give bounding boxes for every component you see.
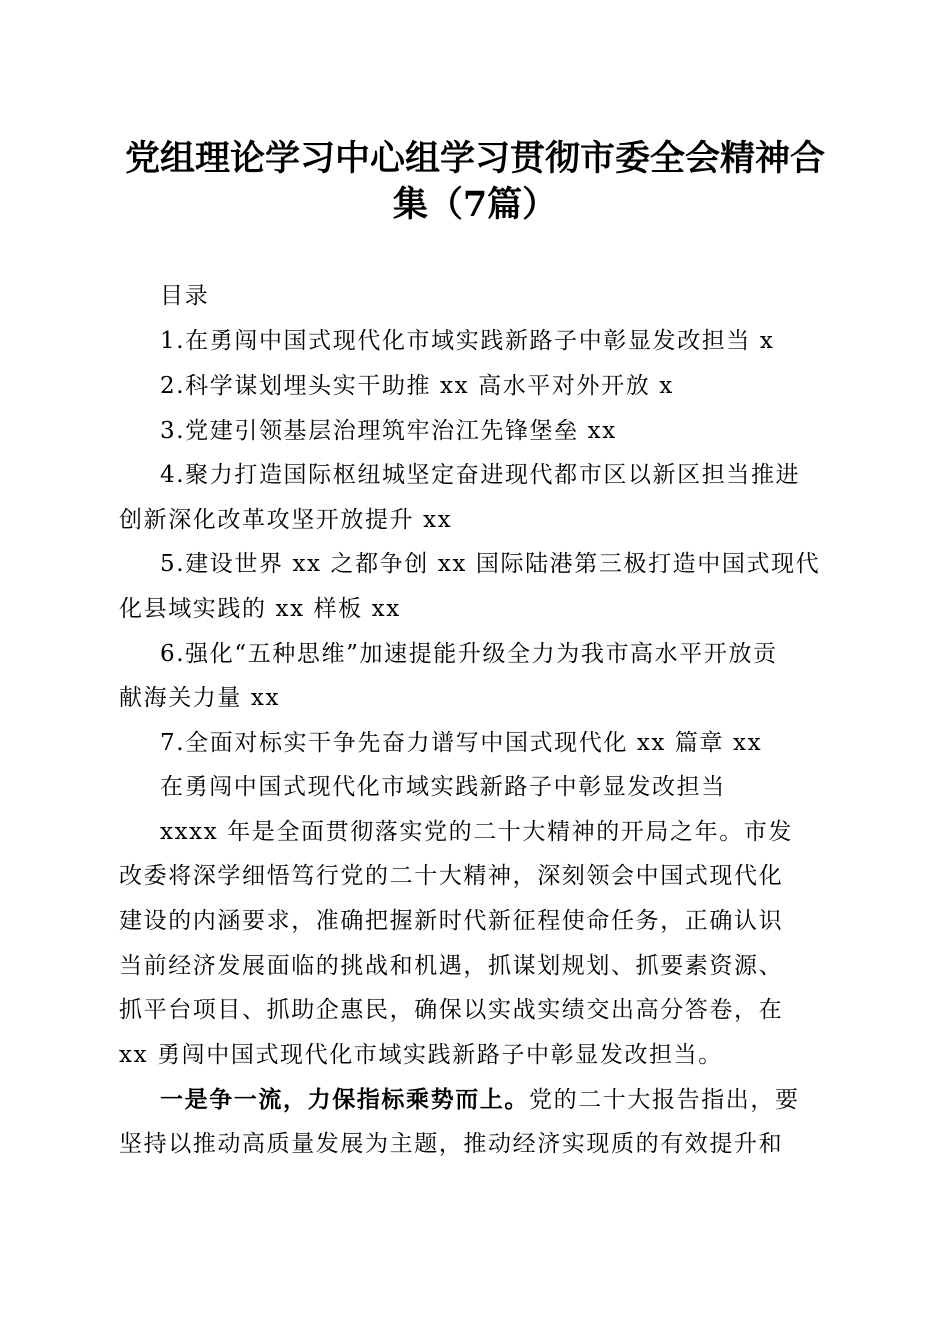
para1-line-5: 抓平台项目、抓助企惠民，确保以实战实绩交出高分答卷，在: [119, 997, 784, 1023]
toc-item-4: 4.聚力打造国际枢纽城坚定奋进现代都市区以新区担当推进: [160, 462, 801, 488]
para1-line-1: xxxx 年是全面贯彻落实党的二十大精神的开局之年。市发: [160, 819, 793, 845]
toc-item-5: 5.建设世界 xx 之都争创 xx 国际陆港第三极打造中国式现代: [160, 551, 821, 577]
toc-heading: 目录: [160, 283, 210, 309]
para2-line-2: 坚持以推动高质量发展为主题，推动经济实现质的有效提升和: [119, 1131, 784, 1157]
para1-line-3: 建设的内涵要求，准确把握新时代新征程使命任务，正确认识: [119, 908, 784, 934]
toc-item-6: 6.强化“五种思维”加速提能升级全力为我市高水平开放贡: [160, 641, 778, 667]
para1-line-4: 当前经济发展面临的挑战和机遇，抓谋划规划、抓要素资源、: [119, 953, 784, 979]
document-title: [100, 136, 850, 228]
section-title: 在勇闯中国式现代化市域实践新路子中彰显发改担当: [160, 774, 726, 800]
toc-item-5-cont: 化县域实践的 xx 样板 xx: [119, 596, 401, 622]
toc-item-1: 1.在勇闯中国式现代化市域实践新路子中彰显发改担当 x: [160, 328, 775, 354]
toc-item-6-cont: 献海关力量 xx: [119, 685, 281, 711]
toc-item-4-cont: 创新深化改革攻坚开放提升 xx: [119, 507, 453, 533]
title-line-2: 集（7篇）: [392, 184, 558, 225]
para1-line-2: 改委将深学细悟笃行党的二十大精神，深刻领会中国式现代化: [119, 863, 784, 889]
toc-item-2: 2.科学谋划埋头实干助推 xx 高水平对外开放 x: [160, 373, 674, 399]
title-line-1: 党组理论学习中心组学习贯彻市委全会精神合: [124, 138, 825, 179]
para2-line-1: [160, 1086, 870, 1114]
para1-line-6: xx 勇闯中国式现代化市域实践新路子中彰显发改担当。: [119, 1042, 723, 1068]
toc-item-3: 3.党建引领基层治理筑牢治江先锋堡垒 xx: [160, 418, 617, 444]
toc-item-7: 7.全面对标实干争先奋力谱写中国式现代化 xx 篇章 xx: [160, 730, 763, 756]
para2-line-1-rest: 党的二十大报告指出，要: [529, 1087, 800, 1113]
para2-lead: 一是争一流，力保指标乘势而上。: [160, 1086, 529, 1113]
